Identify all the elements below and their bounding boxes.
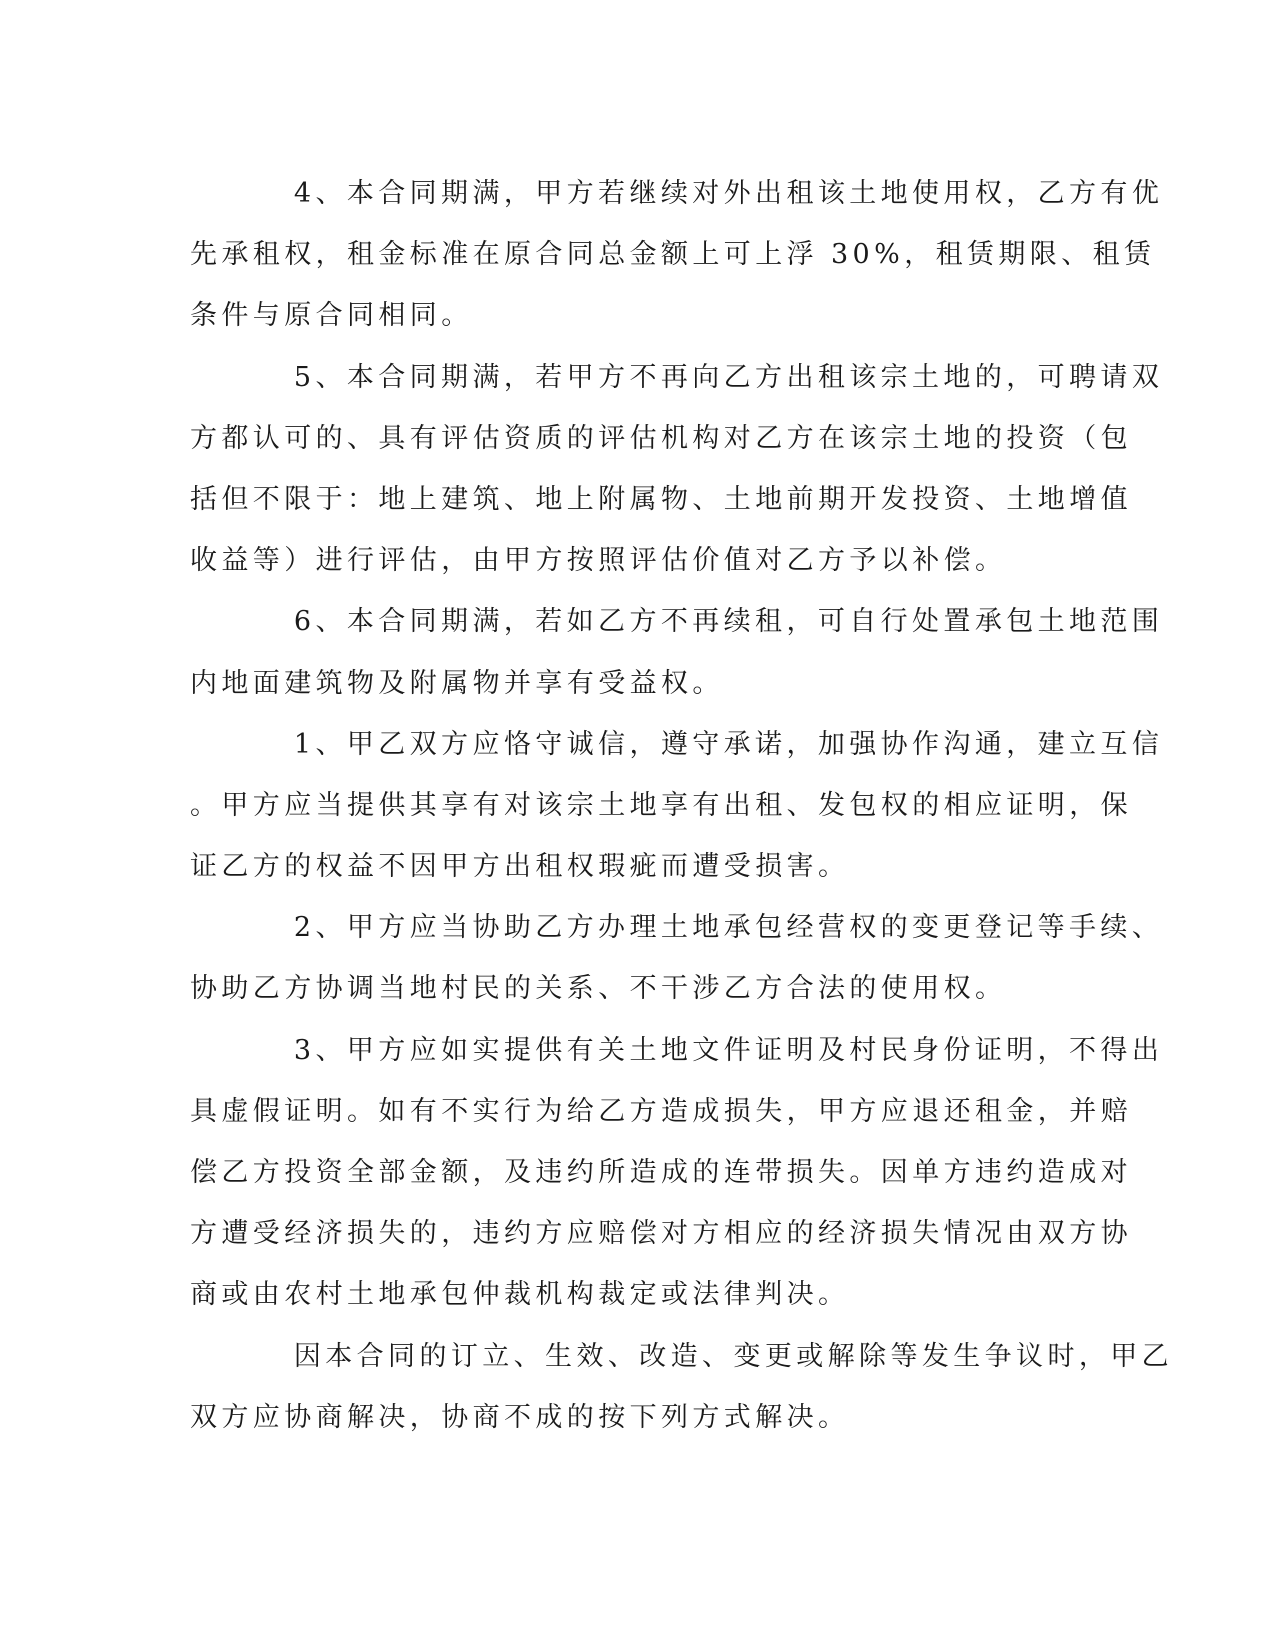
clause-4-renewal-priority [190,163,1164,347]
text-line: 括但不限于：地上建筑、地上附属物、土地前期开发投资、土地增值 [190,483,1132,515]
text-line: 方都认可的、具有评估资质的评估机构对乙方在该宗土地的投资（包 [190,422,1132,454]
text-line: 协助乙方协调当地村民的关系、不干涉乙方合法的使用权。 [190,973,1007,1005]
text-line: 证乙方的权益不因甲方出租权瑕疵而遭受损害。 [190,851,850,883]
text-line: 条件与原合同相同。 [190,300,473,332]
text-line: 内地面建筑物及附属物并享有受益权。 [190,667,724,699]
text-line: 因本合同的订立、生效、改造、变更或解除等发生争议时，甲乙 [190,1340,1174,1372]
text-line: 双方应协商解决，协商不成的按下列方式解决。 [190,1401,850,1433]
text-line: 偿乙方投资全部金额，及违约所造成的连带损失。因单方违约造成对 [190,1157,1132,1188]
text-line: 1、甲乙双方应恪守诚信，遵守承诺，加强协作沟通，建立互信 [190,728,1164,760]
text-line: 商或由农村土地承包仲裁机构裁定或法律判决。 [190,1279,850,1311]
text-line: 3、甲方应如实提供有关土地文件证明及村民身份证明，不得出 [190,1034,1164,1066]
text-line: 具虚假证明。如有不实行为给乙方造成损失，甲方应退还租金，并赔 [190,1095,1132,1127]
text-line: 。甲方应当提供其享有对该宗土地享有出租、发包权的相应证明，保 [190,789,1132,821]
text-line: 方遭受经济损失的，违约方应赔偿对方相应的经济损失情况由双方协 [190,1218,1132,1250]
clause-6-no-renewal [190,591,1164,713]
text-line: 先承租权，租金标准在原合同总金额上可上浮 30%，租赁期限、租赁 [190,239,1156,271]
text-line: 6、本合同期满，若如乙方不再续租，可自行处置承包土地范围 [190,606,1164,638]
text-line: 2、甲方应当协助乙方办理土地承包经营权的变更登记等手续、 [190,912,1164,944]
obligation-3-truthful-documents [190,1020,1164,1326]
text-line: 4、本合同期满，甲方若继续对外出租该土地使用权，乙方有优 [190,178,1164,209]
clause-5-compensation [190,347,1164,592]
obligation-2-assistance [190,897,1164,1019]
text-line: 5、本合同期满，若甲方不再向乙方出租该宗土地的，可聘请双 [190,361,1164,393]
obligation-1-good-faith [190,714,1164,898]
dispute-resolution [190,1326,1174,1448]
contract-body [190,163,1174,1448]
text-line: 收益等）进行评估，由甲方按照评估价值对乙方予以补偿。 [190,545,1007,577]
